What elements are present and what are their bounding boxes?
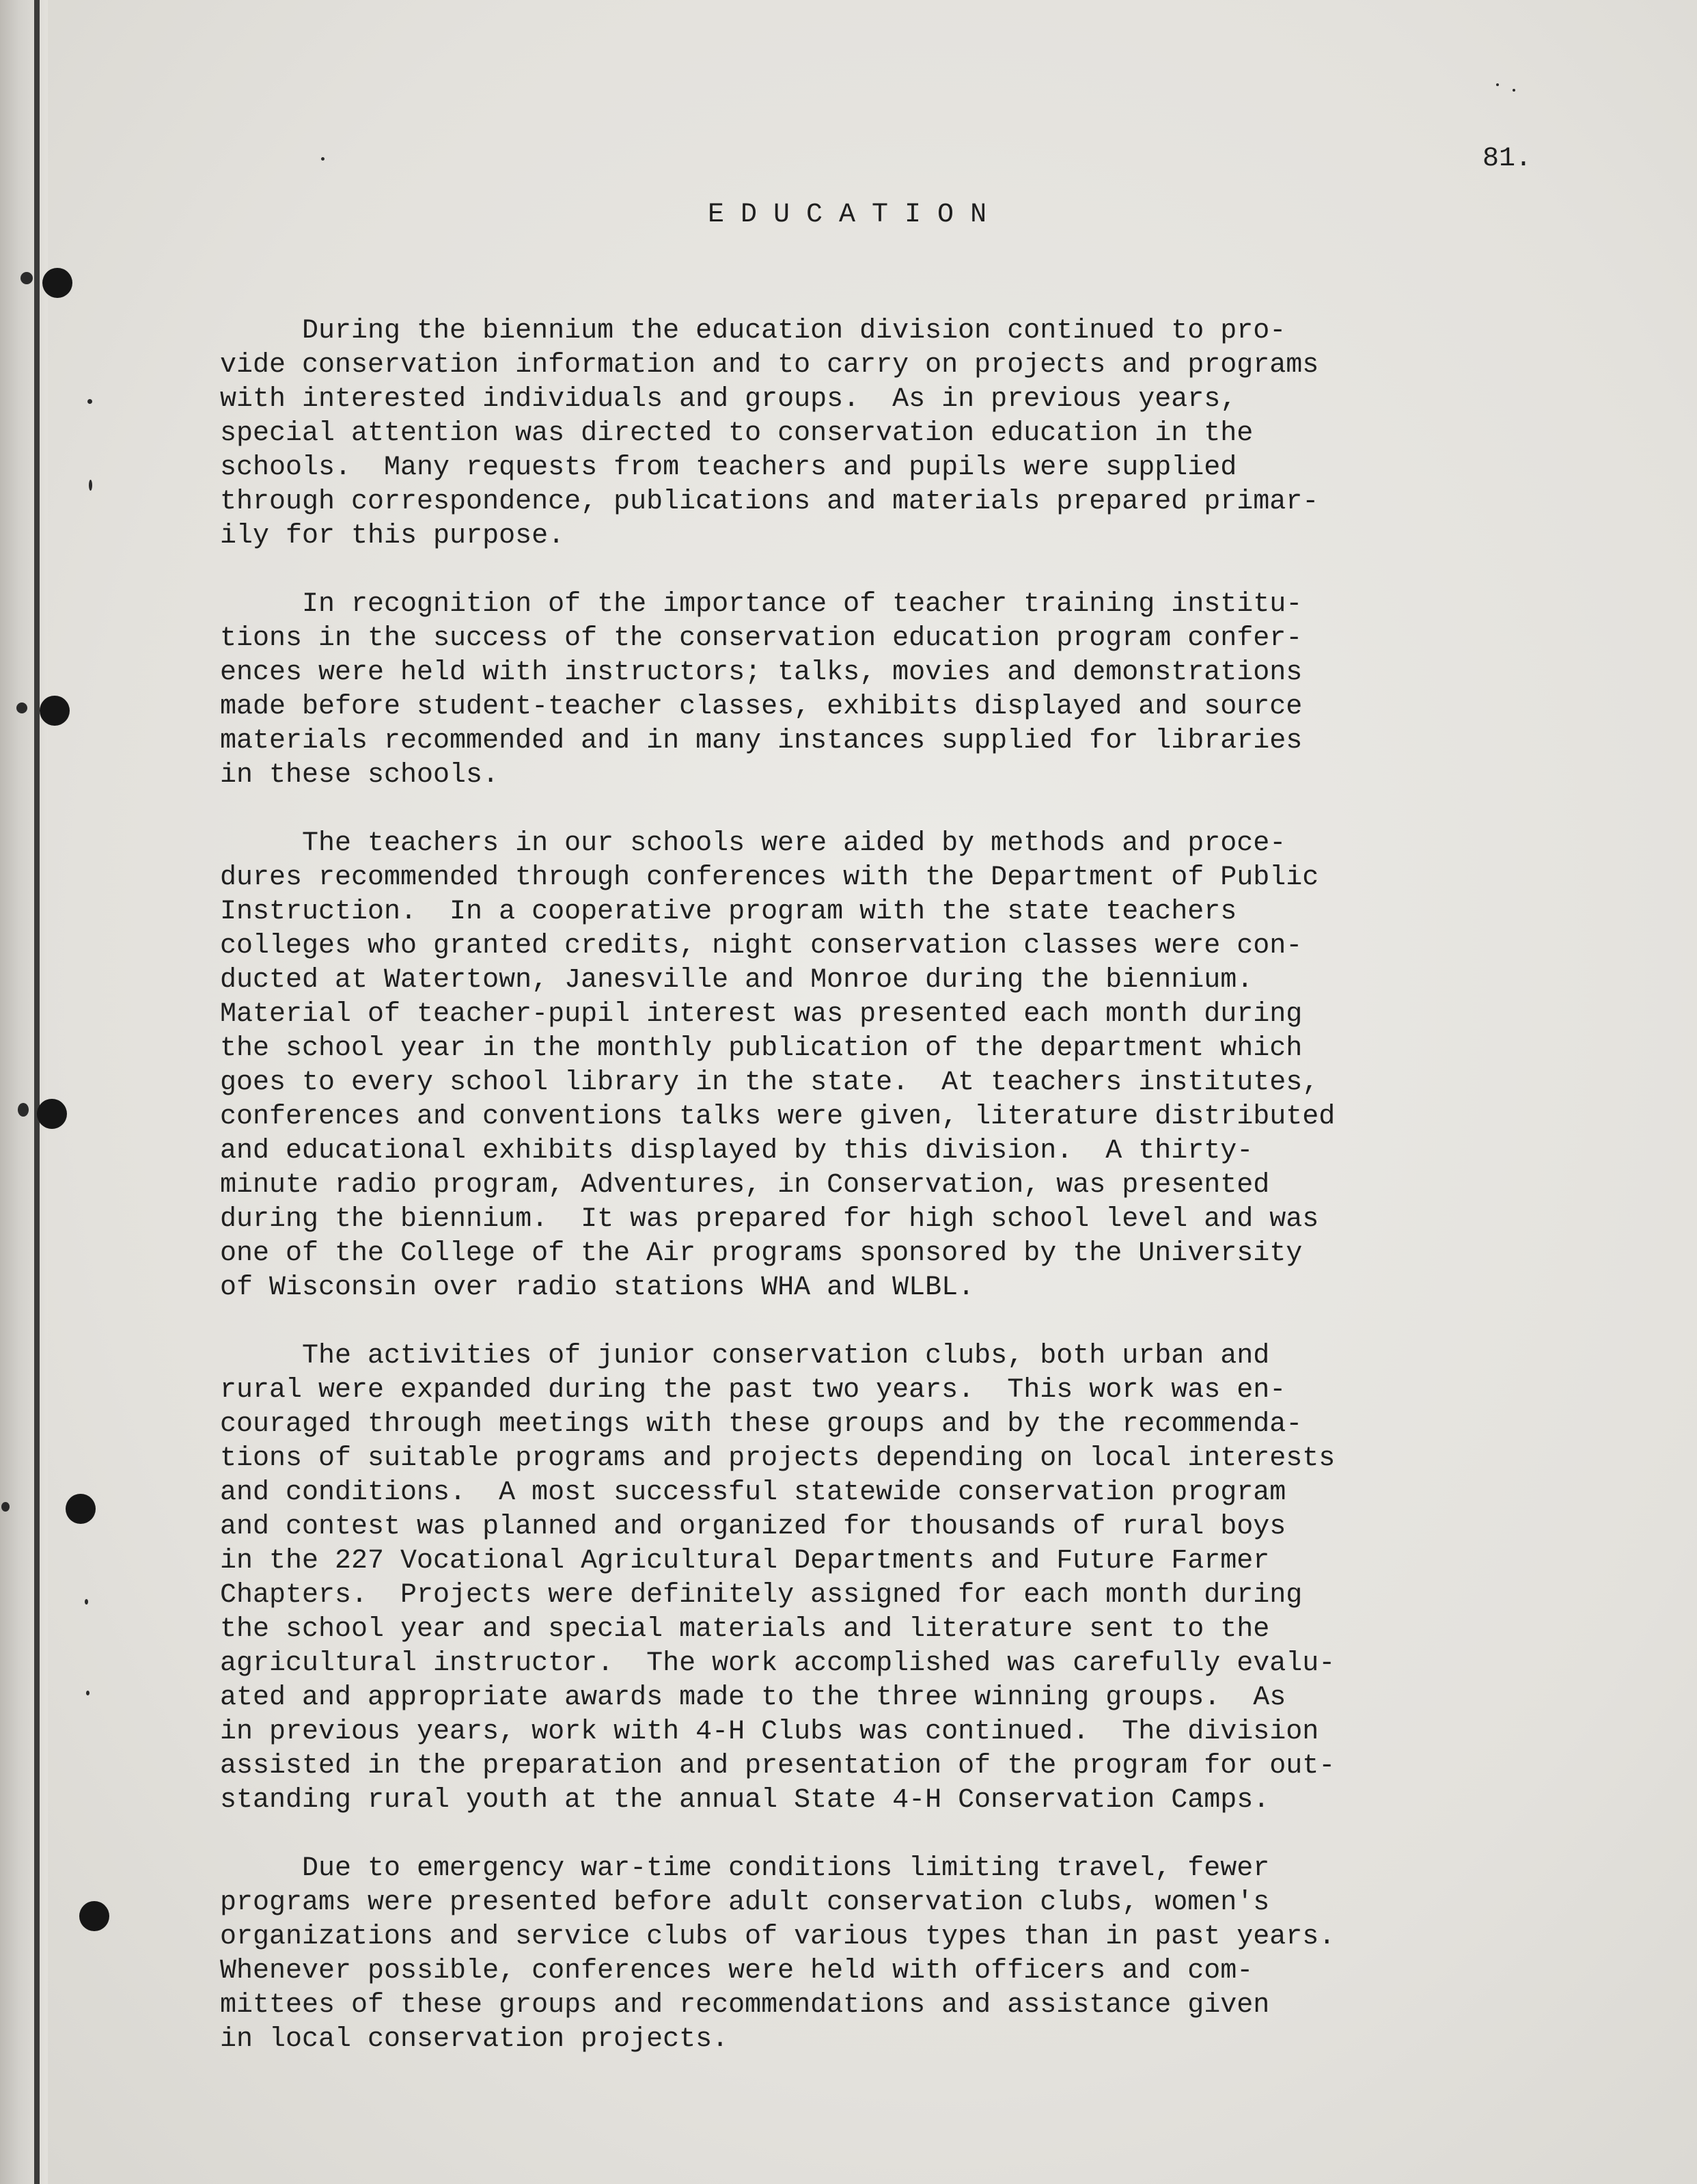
punch-hole [42,268,72,298]
punch-hole [40,696,70,726]
page-title: E D U C A T I O N [708,200,987,230]
punch-hole [66,1494,96,1524]
paragraph-4: The activities of junior conservation clubs, both urban and rural were expanded during the past two years. This work was en- couraged through meetings with these groups and by the recommenda- tions of suitable programs and projects depending on local interests and conditions. A most successful statewide conservation program and contest was planned and organized for thousands of rural boys in the 227 Vocational Agricultural Departments and Future Farmer Chapters. Projects were definitely assigned for each month during the school year and special materials and literature sent to the agricultural instructor. The work accomplished was carefully evalu- ated and appropriate awards made to the three winning groups. As in previous years, work with 4-H Clubs was continued. The division assisted in the preparation and presentation of the program for out- standing rural youth at the annual State 4-H Conservation Camps. [220,1341,1336,1816]
paper-speck [1513,89,1515,92]
paper-speck [1,1502,10,1512]
paragraph-3: The teachers in our schools were aided by methods and proce- dures recommended through conferences with the Department of Public Instruction. In a cooperative program with the state teachers colleges who granted credits, night conservation classes were con- ducted at Watertown, Janesville and Monroe during the biennium. Material of teacher-pupil interest was presented each month during the school year in the monthly publication of the department which goes to every school library in the state. At teachers institutes, conferences and conventions talks were given, literature distributed and educational exhibits displayed by this division. A thirty- minute radio program, Adventures, in Conservation, was presented during the biennium. It was prepared for high school level and was one of the College of the Air programs sponsored by the University of Wisconsin over radio stations WHA and WLBL. [220,828,1336,1303]
binding-edge [0,0,48,2184]
paragraph-5: Due to emergency war-time conditions limiting travel, fewer programs were presented before adult conservation clubs, women's organizations and service clubs of various types than in past years. Whenever possible, conferences were held with officers and com- mittees of these groups and recommendations and assistance given in local conservation projects. [220,1853,1336,2055]
paper-speck [321,157,325,161]
binding-line [34,0,40,2184]
punch-hole [79,1901,109,1931]
page-number: 81. [1482,144,1532,174]
paper-speck [16,702,27,713]
paper-speck [86,1691,89,1695]
paper-speck [18,1103,29,1117]
paper-speck [89,480,92,491]
paper-speck [1496,83,1499,86]
punch-hole [37,1099,67,1129]
paper-speck [85,1599,88,1605]
paper-speck [20,272,33,284]
paragraph-2: In recognition of the importance of teacher training institu- tions in the success of the conservation education program confer- ences were held with instructors; talks, movies and demonstrations made before student-teacher classes, exhibits displayed and source materials recommended and in many instances supplied for libraries in these schools. [220,589,1303,791]
paper-speck [87,399,92,404]
paragraph-1: During the biennium the education division continued to pro- vide conservation information and to carry on projects and programs with interested individuals and groups. As in previous years, special attention was directed to conservation education in the schools. Many requests from teachers and pupils were supplied through correspondence, publications and materials prepared primar- ily for this purpose. [220,316,1319,551]
